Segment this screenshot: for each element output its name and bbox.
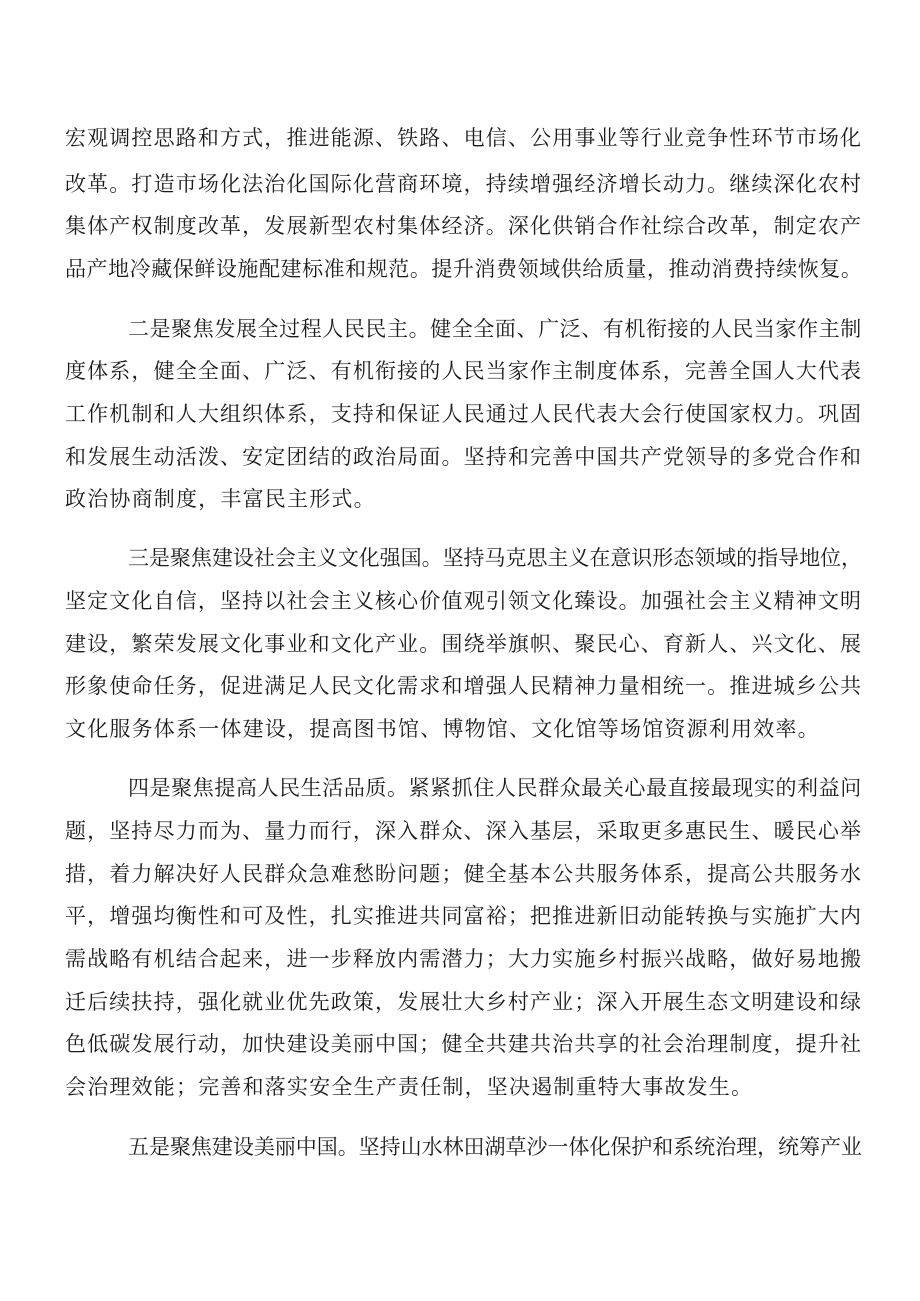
text-line: 形象使命任务，促进满足人民文化需求和增强人民精神力量相统一。推进城乡公共	[65, 674, 863, 698]
text-line: 政治协商制度，丰富民主形式。	[65, 487, 376, 511]
text-line: 集体产权制度改革，发展新型农村集体经济。深化供销合作社综合改革，制定农产	[65, 214, 863, 238]
text-line: 坚定文化自信，坚持以社会主义核心价值观引领文化臻设。加强社会主义精神文明	[65, 589, 863, 613]
text-line: 五是聚焦建设美丽中国。坚持山水林田湖草沙一体化保护和系统治理，统筹产业	[128, 1135, 862, 1159]
text-line: 度体系，健全全面、广泛、有机衔接的人民当家作主制度体系，完善全国人大代表	[65, 359, 863, 383]
text-line: 品产地冷藏保鲜设施配建标准和规范。提升消费领域供给质量，推动消费持续恢复。	[65, 257, 863, 281]
text-line: 题，坚持尽力而为、量力而行，深入群众、深入基层，采取更多惠民生、暖民心举	[65, 819, 863, 843]
text-line: 工作机制和人大组织体系，支持和保证人民通过人民代表大会行使国家权力。巩固	[65, 402, 863, 426]
text-line: 宏观调控思路和方式，推进能源、铁路、电信、公用事业等行业竞争性环节市场化	[65, 126, 863, 150]
text-line: 会治理效能；完善和落实安全生产责任制，坚决遏制重特大事故发生。	[65, 1075, 754, 1099]
text-line: 平，增强均衡性和可及性，扎实推进共同富裕；把推进新旧动能转换与实施扩大内	[65, 904, 863, 928]
text-line: 四是聚焦提高人民生活品质。紧紧抓住人民群众最关心最直接最现实的利益问	[128, 776, 862, 800]
text-line: 迁后续扶持，强化就业优先政策，发展壮大乡村产业；深入开展生态文明建设和绿	[65, 990, 863, 1014]
text-line: 建设，繁荣发展文化事业和文化产业。围绕举旗帜、聚民心、育新人、兴文化、展	[65, 632, 863, 656]
text-line: 需战略有机结合起来，进一步释放内需潜力；大力实施乡村振兴战略，做好易地搬	[65, 947, 863, 971]
text-line: 和发展生动活泼、安定团结的政治局面。坚持和完善中国共产党领导的多党合作和	[65, 445, 863, 469]
text-line: 色低碳发展行动，加快建设美丽中国；健全共建共治共享的社会治理制度，提升社	[65, 1032, 863, 1056]
text-line: 改革。打造市场化法治化国际化营商环境，持续增强经济增长动力。继续深化农村	[65, 172, 863, 196]
text-line: 二是聚焦发展全过程人民民主。健全全面、广泛、有机衔接的人民当家作主制	[128, 317, 862, 341]
text-line: 措，着力解决好人民群众急难愁盼问题；健全基本公共服务体系，提高公共服务水	[65, 862, 863, 886]
text-line: 文化服务体系一体建设，提高图书馆、博物馆、文化馆等场馆资源利用效率。	[65, 717, 820, 741]
text-line: 三是聚焦建设社会主义文化强国。坚持马克思主义在意识形态领域的指导地位，	[128, 546, 862, 570]
